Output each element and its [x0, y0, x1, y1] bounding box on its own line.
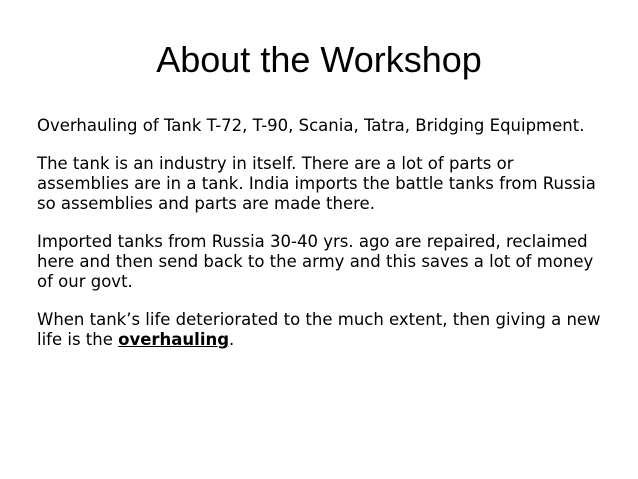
overhauling-keyword: overhauling [118, 330, 230, 349]
paragraph-imported-tanks: Imported tanks from Russia 30-40 yrs. ago are repaired, reclaimed here and then send back to the army and this saves a lot of money of our govt. [37, 232, 594, 291]
paragraph-text: When tank’s life deteriorated to the much extent, then giving a new life is the [37, 310, 601, 349]
paragraph-end: . [229, 330, 235, 349]
paragraph-tanks-overhauled: Overhauling of Tank T-72, T-90, Scania, Tatra, Bridging Equipment. [37, 116, 585, 135]
paragraph-tank-industry: The tank is an industry in itself. There are a lot of parts or assemblies are in a tank. India imports the battle tanks from Russia so assemblies and parts are made there. [37, 154, 596, 213]
paragraph-overhauling-definition [37, 310, 607, 350]
slide-body [37, 116, 607, 368]
slide-title: About the Workshop [156, 39, 482, 80]
